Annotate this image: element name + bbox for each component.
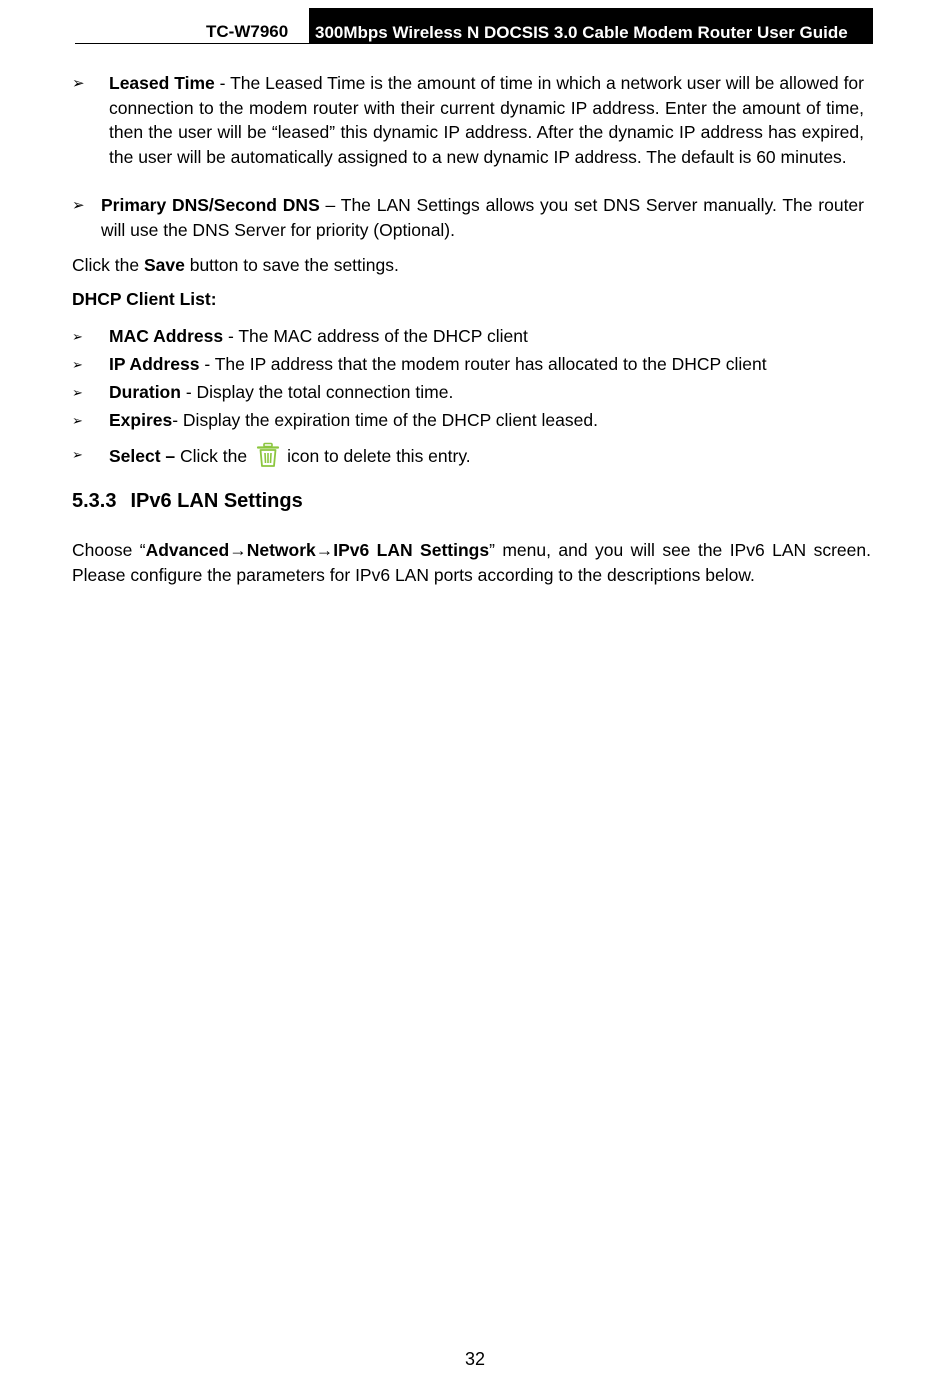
bullet-expires: Expires- Display the expiration time of the DHCP client leased. [109,410,598,430]
arrowhead-bullet-icon: ➢ [72,329,83,344]
section-number: 5.3.3 [72,490,117,512]
bullet-mac-address: MAC Address - The MAC address of the DHCP client [109,326,528,346]
right-arrow-icon: → [315,540,334,560]
section-heading [72,490,303,513]
arrowhead-bullet-icon: ➢ [72,75,85,92]
trash-icon [255,442,281,468]
save-paragraph: Click the Save button to save the settings. [72,255,399,275]
bullet-duration: Duration - Display the total connection time. [109,382,454,402]
arrowhead-bullet-icon: ➢ [72,197,85,214]
page-number: 32 [464,1349,486,1369]
header-model: TC-W7960 [206,22,289,41]
bullet-text: - The Leased Time is the amount of time in which a network user will be allowed for connection to the modem router with their current dynamic IP address. Enter the amount of time, then the user will be “leased” this dynamic IP address. After the dynamic IP address has expired, the user will be automatically assigned to a new dynamic IP address. The default is 60 minutes. [109,73,864,167]
right-arrow-icon: → [229,540,247,560]
arrowhead-bullet-icon: ➢ [72,447,83,462]
dhcp-client-list-heading: DHCP Client List: [72,289,217,309]
bullet-term: Leased Time [109,73,215,93]
arrowhead-bullet-icon: ➢ [72,385,83,400]
header-title: 300Mbps Wireless N DOCSIS 3.0 Cable Modem Router User Guide [309,8,873,44]
arrowhead-bullet-icon: ➢ [72,357,83,372]
bullet-select: Select – Click the icon to delete this entry. [109,442,471,469]
bullet-term: Primary DNS/Second DNS [101,195,320,215]
header-rule [75,43,873,44]
section-title: IPv6 LAN Settings [130,490,303,512]
bullet-ip-address: IP Address - The IP address that the modem router has allocated to the DHCP client [109,354,767,374]
arrowhead-bullet-icon: ➢ [72,413,83,428]
page-header [75,8,873,44]
bullet-primary-dns [101,193,864,242]
choose-paragraph: Choose “Advanced→Network→IPv6 LAN Settings” menu, and you will see the IPv6 LAN screen. Please configure the parameters for IPv6 LAN ports according to the descriptions below. [72,540,871,585]
bullet-text: – The LAN Settings allows you set DNS Server manually. The router will use the DNS Server for priority (Optional). [101,195,864,240]
bullet-leased-time [109,71,864,169]
